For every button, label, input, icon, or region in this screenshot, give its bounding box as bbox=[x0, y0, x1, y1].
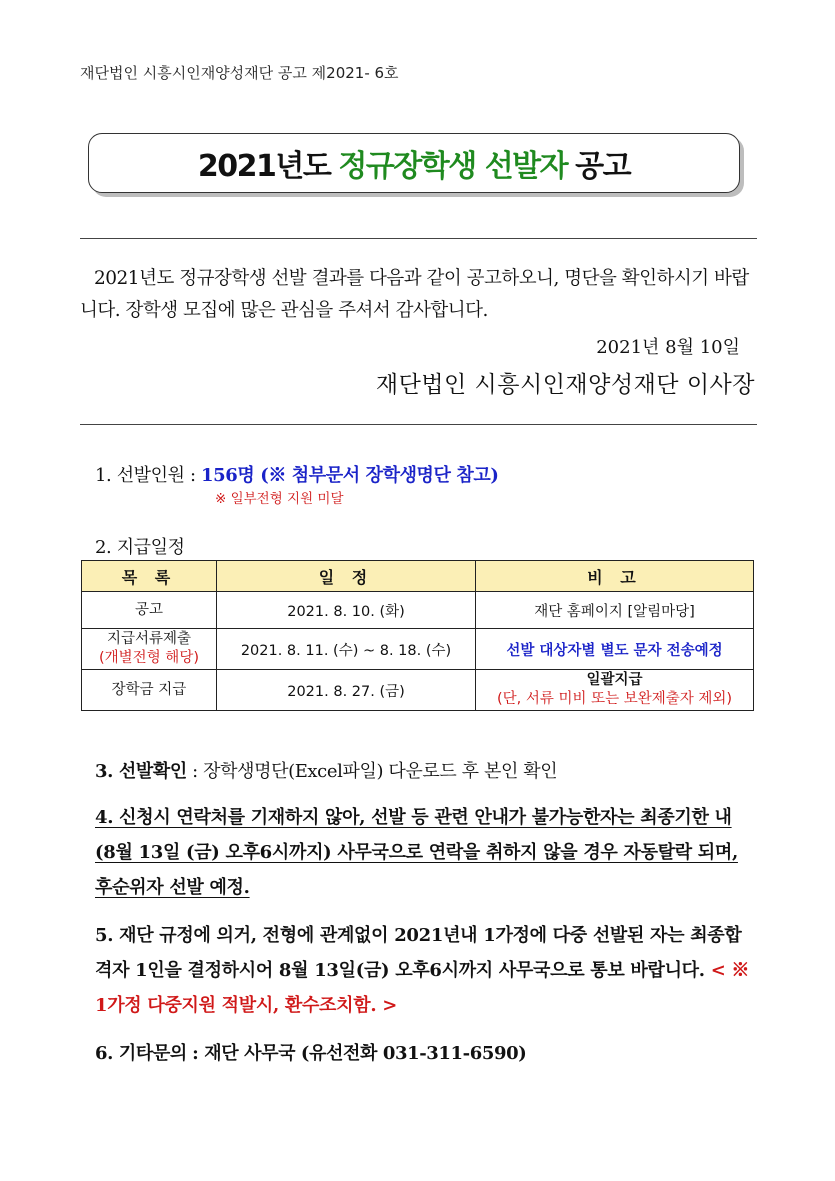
section-6-text: : 재단 사무국 (유선전화 031-311-6590) bbox=[192, 1043, 527, 1064]
section-1-label: 1. 선발인원 : bbox=[95, 465, 196, 486]
section-6 bbox=[95, 1039, 526, 1065]
table-row bbox=[82, 592, 754, 629]
section-5-text: 5. 재단 규정에 의거, 전형에 관계없이 2021년내 1가정에 다중 선발된 자는 최종합격자 1인을 결정하시어 8월 13일(금) 오후6시까지 사무국으로 통보 바랍니다. bbox=[95, 925, 742, 981]
table-cell: 선발 대상자별 별도 문자 전송예정 bbox=[476, 629, 754, 670]
notice-number: 재단법인 시흥시인재양성재단 공고 제2021- 6호 bbox=[80, 64, 399, 82]
notice-date: 2021년 8월 10일 bbox=[596, 337, 740, 358]
section-5-warning: < ※ 1가정 다중지원 적발시, 환수조치함. > bbox=[95, 960, 750, 1016]
table-row bbox=[82, 629, 754, 670]
table-row bbox=[82, 670, 754, 711]
table-cell: 일괄지급 (단, 서류 미비 또는 보완제출자 제외) bbox=[476, 670, 754, 711]
table-cell: 2021. 8. 11. (수) ~ 8. 18. (수) bbox=[217, 629, 476, 670]
title-suffix: 공고 bbox=[575, 149, 631, 184]
section-3-label: 3. 선발확인 bbox=[95, 761, 187, 782]
section-5 bbox=[95, 918, 755, 1023]
table-cell: 2021. 8. 10. (화) bbox=[217, 592, 476, 629]
title-highlight: 정규장학생 선발자 bbox=[338, 149, 568, 184]
section-2-label: 2. 지급일정 bbox=[95, 537, 185, 558]
table-cell: 지급서류제출 (개별전형 해당) bbox=[82, 629, 217, 670]
table-cell: 장학금 지급 bbox=[82, 670, 217, 711]
intro-paragraph: 2021년도 정규장학생 선발 결과를 다음과 같이 공고하오니, 명단을 확인하시기 바랍니다. 장학생 모집에 많은 관심을 주셔서 감사합니다. bbox=[80, 268, 749, 321]
title-prefix: 2021년도 bbox=[197, 149, 331, 184]
table-cell: 공고 bbox=[82, 592, 217, 629]
section-4: 4. 신청시 연락처를 기재하지 않아, 선발 등 관련 안내가 불가능한자는 최종기한 내 (8월 13일 (금) 오후6시까지) 사무국으로 연락을 취하지 않을 경우 자동탈락 되며, 후순위자 선발 예정. bbox=[95, 807, 738, 898]
signer: 재단법인 시흥시인재양성재단 이사장 bbox=[375, 372, 755, 398]
schedule-table bbox=[81, 560, 754, 711]
section-3-text: : 장학생명단(Excel파일) 다운로드 후 본인 확인 bbox=[192, 761, 558, 782]
page-title bbox=[88, 133, 740, 193]
divider-top bbox=[80, 238, 757, 239]
section-3 bbox=[95, 757, 557, 783]
table-cell: 2021. 8. 27. (금) bbox=[217, 670, 476, 711]
table-header: 비 고 bbox=[476, 561, 754, 592]
section-1-value: 156명 (※ 첨부문서 장학생명단 참고) bbox=[200, 465, 499, 486]
table-header: 일 정 bbox=[217, 561, 476, 592]
section-1 bbox=[95, 461, 499, 487]
table-header-row bbox=[82, 561, 754, 592]
table-cell: 재단 홈페이지 [알림마당] bbox=[476, 592, 754, 629]
section-1-note: ※ 일부전형 지원 미달 bbox=[215, 491, 344, 507]
section-6-label: 6. 기타문의 bbox=[95, 1043, 187, 1064]
table-header: 목 록 bbox=[82, 561, 217, 592]
divider-bottom bbox=[80, 424, 757, 425]
